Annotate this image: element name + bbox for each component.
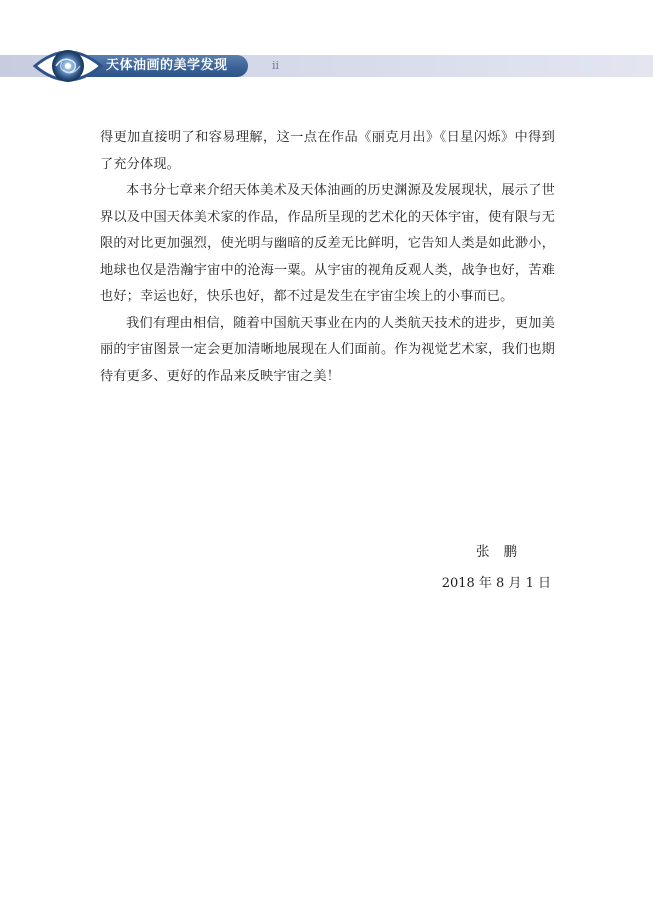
book-title: 天体油画的美学发现 [106,58,228,73]
paragraph: 得更加直接明了和容易理解，这一点在作品《丽克月出》《日星闪烁》中得到了充分体现。 [100,130,555,172]
signature-date: 2018 年 8 月 1 日 [441,576,551,591]
page-number: ii [272,59,280,72]
preface-text [100,125,555,390]
eye-galaxy-icon [33,42,103,90]
author-signature: 张鹏 [476,544,531,560]
paragraph: 我们有理由相信，随着中国航天事业在内的人类航天技术的进步，更加美丽的宇宙图景一定会更加清晰地展现在人们面前。作为视觉艺术家，我们也期待有更多、更好的作品来反映宇宙之美！ [100,315,555,384]
paragraph: 本书分七章来介绍天体美术及天体油画的历史渊源及发展现状，展示了世界以及中国天体美术家的作品，作品所呈现的艺术化的天体宇宙，使有限与无限的对比更加强烈，使光明与幽暗的反差无比鲜明，它告知人类是如此渺小，地球也仅是浩瀚宇宙中的沧海一粟。从宇宙的视角反观人类，战争也好，苦难也好；幸运也好，快乐也好，都不过是发生在宇宙尘埃上的小事而已。 [100,183,555,304]
